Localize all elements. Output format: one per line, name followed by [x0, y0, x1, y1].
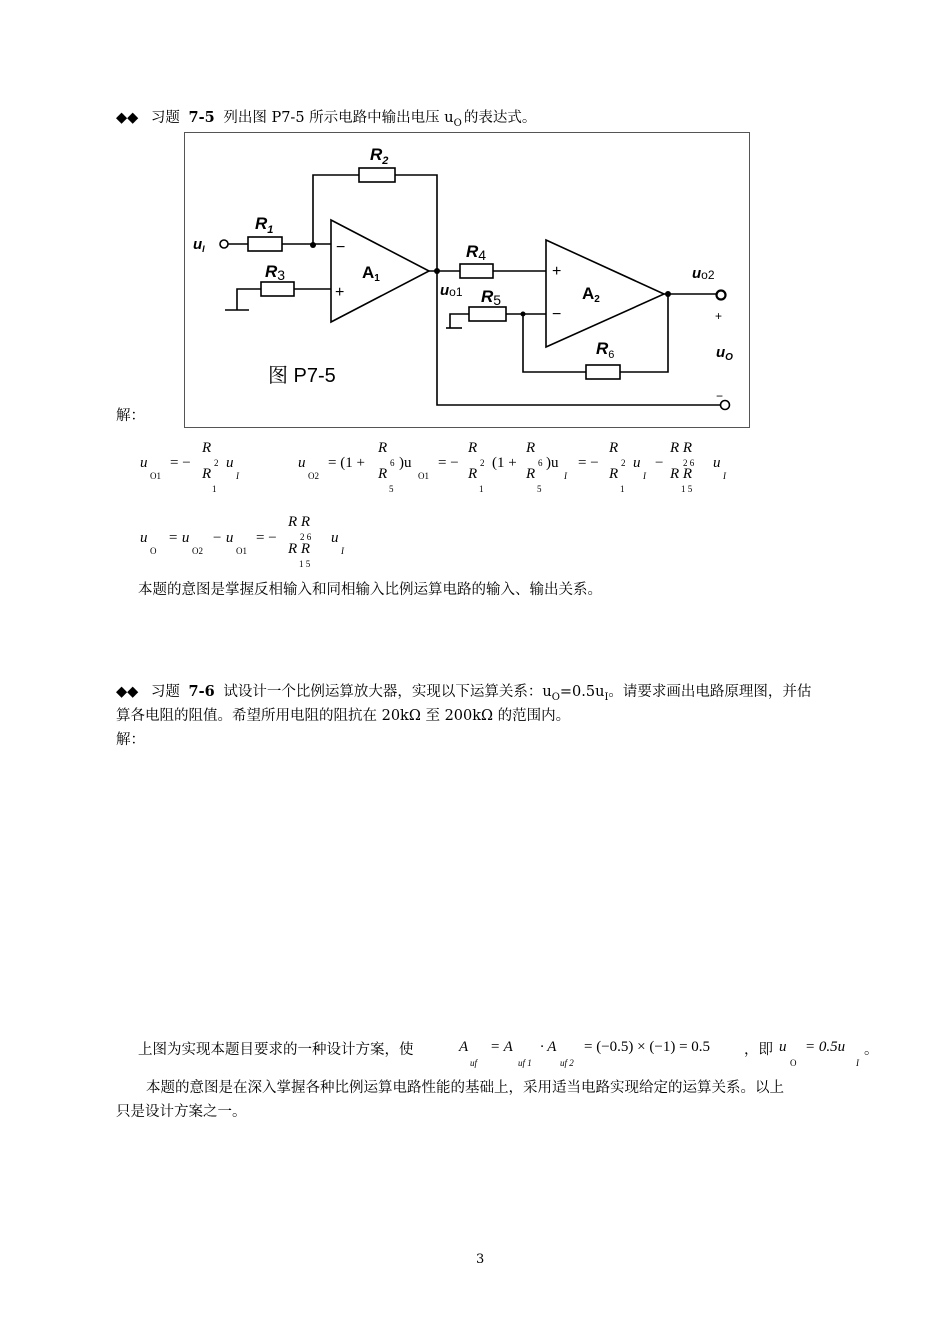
problem-7-5-heading: ◆◆ 习题 7-5 列出图 P7-5 所示电路中输出电压 $u_O$ 的表达式。 — [116, 109, 537, 129]
r6-label: $R_6$ — [596, 339, 615, 361]
a1-label: A1 — [362, 263, 380, 284]
problem-7-6-solution-label: 解： — [116, 732, 145, 748]
problem-label: 习题 — [150, 110, 180, 126]
a2-minus-sign: − — [552, 306, 562, 323]
r2-label: $R_2$ — [370, 145, 389, 167]
r3-label: R3 — [265, 262, 286, 283]
figure-caption: 图 P7-5 — [268, 365, 336, 387]
problem-number: 7-5 — [188, 109, 215, 126]
uo2-label: uo2 — [692, 265, 715, 282]
uo1-label: uo1 — [440, 282, 463, 299]
problem-text: 列出图 P7-5 所示电路中输出电压 u — [223, 110, 454, 126]
problem-7-6-heading: ◆◆ 习题 7-6 试设计一个比例运算放大器，实现以下运算关系：$u_O=0.5u_I$。请要求画出电路原理图，并估 — [116, 683, 812, 703]
page-number: 3 — [476, 1252, 485, 1267]
p7-6-intent-line-2: 只是设计方案之一。 — [116, 1104, 247, 1120]
ui-label: $u_I$ — [193, 236, 205, 254]
a2-plus-sign: + — [552, 263, 562, 280]
output-minus-sign: − — [716, 389, 724, 403]
solution-label: 解： — [116, 408, 145, 424]
p7-5-intent: 本题的意图是掌握反相输入和同相输入比例运算电路的输入、输出关系。 — [138, 582, 602, 598]
problem-7-6-line-2: 算各电阻的阻值。希望所用电阻的阻抗在 20kΩ 至 200kΩ 的范围内。 — [116, 708, 571, 724]
a1-plus-sign: + — [335, 284, 345, 301]
p7-6-intent-line-1: 本题的意图是在深入掌握各种比例运算电路性能的基础上，采用适当电路实现给定的运算关系。以上 — [146, 1080, 784, 1096]
r4-label: R4 — [466, 242, 487, 263]
circuit-diagram-p7-5 — [184, 132, 750, 428]
r5-label: R5 — [481, 287, 502, 308]
a1-minus-sign: − — [336, 239, 346, 256]
bullet-icon: ◆◆ — [116, 684, 139, 700]
a2-label: A2 — [582, 284, 600, 305]
uo-label: $u_O$ — [716, 344, 733, 363]
bullet-icon: ◆◆ — [116, 110, 139, 126]
output-plus-sign: + — [715, 309, 723, 323]
r1-label: $R_1$ — [255, 214, 274, 236]
